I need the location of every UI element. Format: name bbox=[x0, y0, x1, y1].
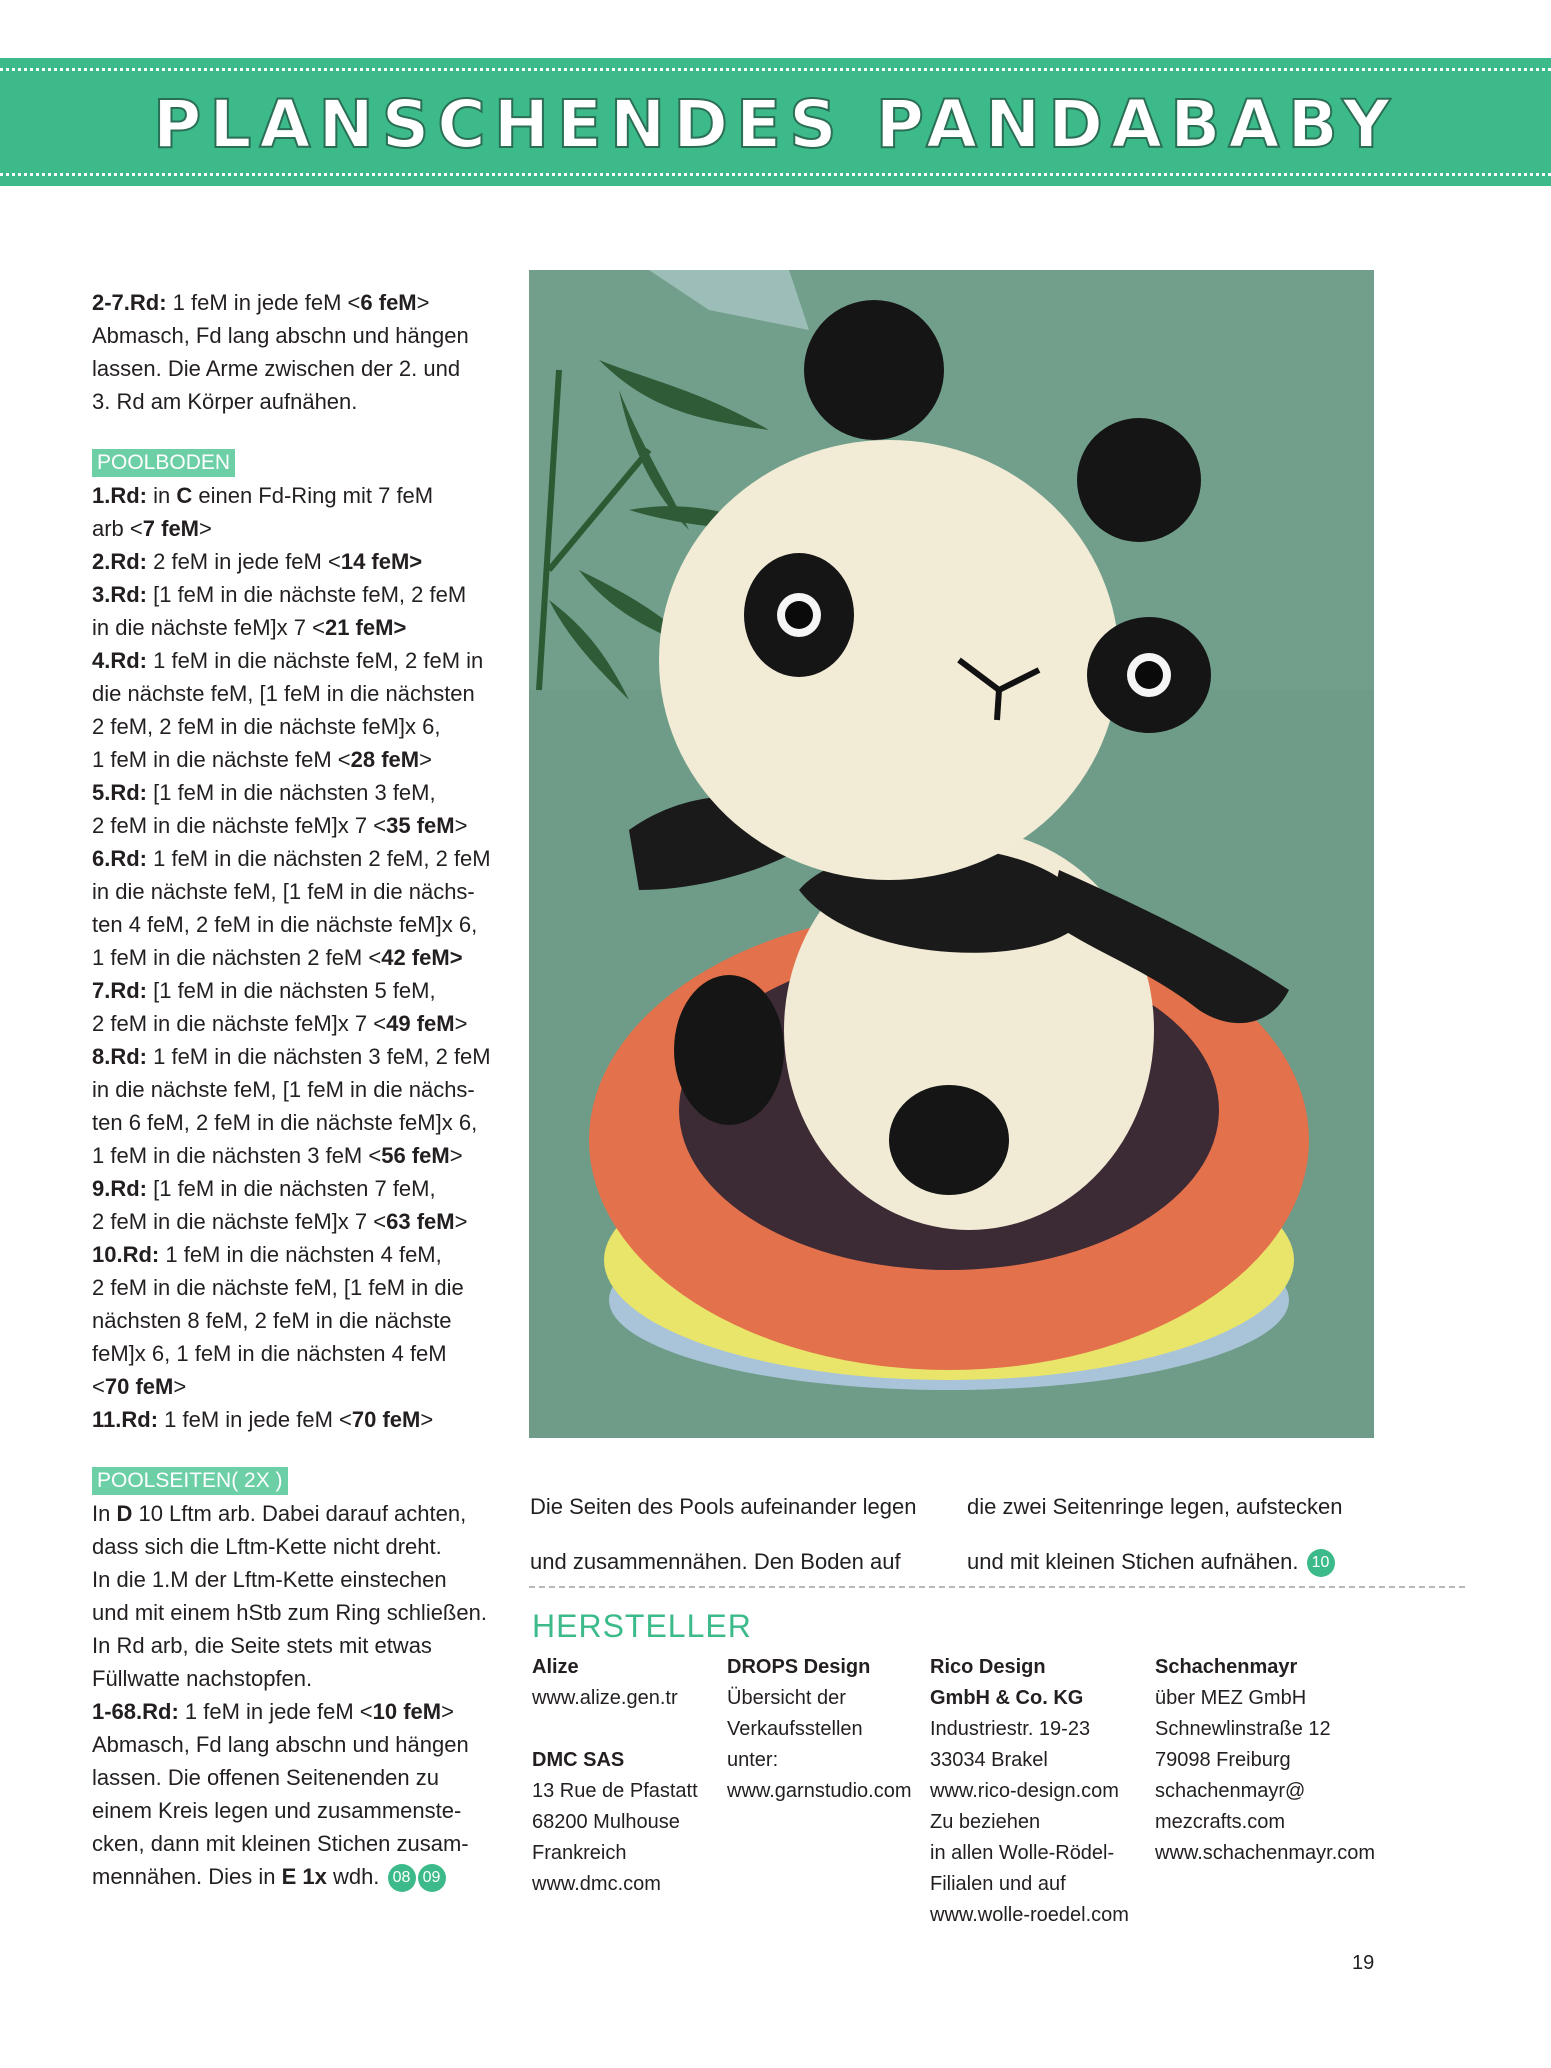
maker-line: 79098 Freiburg bbox=[1155, 1749, 1291, 1771]
bold-text: 28 feM bbox=[350, 747, 420, 772]
text-line bbox=[92, 1304, 512, 1337]
text-segment: [1 feM in die nächsten 7 feM, bbox=[147, 1176, 436, 1201]
bold-text: 5.Rd: bbox=[92, 780, 147, 805]
banner-dotted-line-top bbox=[0, 68, 1551, 71]
maker-line: 33034 Brakel bbox=[930, 1749, 1048, 1771]
text-segment: feM]x 6, 1 feM in die nächsten 4 feM bbox=[92, 1341, 447, 1366]
bold-text: 2-7.Rd: bbox=[92, 290, 167, 315]
page-number: 19 bbox=[1352, 1952, 1375, 1974]
text-line bbox=[92, 1040, 512, 1073]
bold-text: 70 feM bbox=[104, 1374, 174, 1399]
text-segment: wdh. bbox=[326, 1864, 386, 1889]
text-line bbox=[92, 545, 512, 578]
text-line bbox=[92, 1007, 512, 1040]
maker-line: mezcrafts.com bbox=[1155, 1811, 1286, 1833]
text-segment: < bbox=[92, 1374, 105, 1399]
text-segment: 1 feM in die nächsten 2 feM < bbox=[92, 945, 382, 970]
text-segment: In Rd arb, die Seite stets mit etwas bbox=[92, 1633, 432, 1658]
bold-text: 35 feM bbox=[386, 813, 455, 838]
maker-column-3 bbox=[930, 1652, 1129, 1931]
maker-name-line-2: GmbH & Co. KG bbox=[930, 1687, 1084, 1709]
text-segment: und mit einem hStb zum Ring schließen. bbox=[92, 1600, 487, 1625]
text-segment: mennähen. Dies in bbox=[92, 1864, 282, 1889]
text-line bbox=[92, 974, 512, 1007]
bold-text: 4.Rd: bbox=[92, 648, 147, 673]
text-segment: 1 feM in die nächsten 4 feM, bbox=[159, 1242, 442, 1267]
hersteller-heading: HERSTELLER bbox=[532, 1608, 752, 1644]
maker-line: www.schachenmayr.com bbox=[1155, 1842, 1376, 1864]
crochet-panda-illustration bbox=[529, 270, 1374, 1438]
bold-text: 14 feM> bbox=[340, 549, 423, 574]
section-divider bbox=[529, 1586, 1465, 1588]
maker-dmc bbox=[532, 1745, 698, 1900]
bold-text: 8.Rd: bbox=[92, 1044, 147, 1069]
bold-text: 2.Rd: bbox=[92, 549, 147, 574]
text-segment: in bbox=[147, 483, 177, 508]
banner-dotted-line-bottom bbox=[0, 173, 1551, 176]
text-line bbox=[92, 1497, 512, 1530]
text-segment: [1 feM in die nächsten 5 feM, bbox=[147, 978, 436, 1003]
text-line bbox=[92, 677, 512, 710]
text-line bbox=[92, 1827, 512, 1860]
bold-text: 70 feM bbox=[351, 1407, 421, 1432]
maker-line: www.wolle-roedel.com bbox=[930, 1904, 1129, 1926]
maker-line: schachenmayr@ bbox=[1155, 1780, 1306, 1802]
text-segment: In die 1.M der Lftm-Kette einstechen bbox=[92, 1567, 447, 1592]
maker-line: www.rico-design.com bbox=[930, 1780, 1119, 1802]
maker-line: Frankreich bbox=[532, 1842, 627, 1864]
maker-line: 13 Rue de Pfastatt bbox=[532, 1780, 698, 1802]
photo-caption-left bbox=[530, 1468, 950, 1600]
text-segment: In bbox=[92, 1501, 117, 1526]
text-segment: lassen. Die Arme zwischen der 2. und bbox=[92, 356, 461, 381]
text-line bbox=[92, 1370, 512, 1403]
text-line bbox=[92, 512, 512, 545]
text-line bbox=[530, 1545, 950, 1578]
maker-line: Schnewlinstraße 12 bbox=[1155, 1718, 1331, 1740]
text-segment: arb < bbox=[92, 516, 143, 541]
text-line bbox=[92, 1761, 512, 1794]
text-line bbox=[92, 941, 512, 974]
maker-name: Rico Design bbox=[930, 1656, 1046, 1678]
bold-text: 63 feM bbox=[386, 1209, 455, 1234]
text-line bbox=[92, 319, 512, 352]
maker-column-4 bbox=[1155, 1652, 1375, 1869]
text-segment: ten 6 feM, 2 feM in die nächste feM]x 6, bbox=[92, 1110, 478, 1135]
bold-text: 42 feM> bbox=[381, 945, 463, 970]
text-segment: > bbox=[419, 747, 432, 772]
poolboden-text bbox=[92, 479, 512, 1436]
text-segment: dass sich die Lftm-Kette nicht dreht. bbox=[92, 1534, 442, 1559]
text-segment: in die nächste feM]x 7 < bbox=[92, 615, 325, 640]
text-line bbox=[967, 1545, 1387, 1578]
text-line bbox=[92, 352, 512, 385]
bold-text: 56 feM bbox=[381, 1143, 450, 1168]
text-segment: 2 feM, 2 feM in die nächste feM]x 6, bbox=[92, 714, 441, 739]
text-line bbox=[92, 1172, 512, 1205]
text-segment: 1 feM in die nächsten 3 feM, 2 feM bbox=[147, 1044, 491, 1069]
maker-name: DMC SAS bbox=[532, 1749, 625, 1771]
bold-text: C bbox=[176, 483, 193, 508]
bold-text: 6 feM bbox=[360, 290, 417, 315]
text-line bbox=[92, 479, 512, 512]
maker-line: Übersicht der bbox=[727, 1687, 846, 1709]
bold-text: 3.Rd: bbox=[92, 582, 147, 607]
maker-line: Zu beziehen bbox=[930, 1811, 1041, 1833]
text-segment: [1 feM in die nächste feM, 2 feM bbox=[147, 582, 467, 607]
text-segment: 1 feM in die nächste feM, 2 feM in bbox=[147, 648, 484, 673]
text-segment: > bbox=[199, 516, 212, 541]
intro-text bbox=[92, 286, 512, 418]
text-line bbox=[92, 1238, 512, 1271]
page-title: PLANSCHENDES PANDABABY bbox=[152, 86, 1399, 163]
text-line bbox=[530, 1490, 950, 1523]
text-line bbox=[92, 1629, 512, 1662]
text-line bbox=[92, 710, 512, 743]
text-line bbox=[92, 611, 512, 644]
maker-line: www.alize.gen.tr bbox=[532, 1687, 678, 1709]
text-line bbox=[92, 1728, 512, 1761]
maker-column-1 bbox=[532, 1652, 698, 1900]
bold-text: 7 feM bbox=[142, 516, 200, 541]
photo-caption-right bbox=[967, 1468, 1387, 1600]
maker-name: Alize bbox=[532, 1656, 579, 1678]
text-line bbox=[92, 286, 512, 319]
text-line bbox=[92, 809, 512, 842]
text-line bbox=[92, 1403, 512, 1436]
maker-column-2 bbox=[727, 1652, 912, 1807]
text-segment: Abmasch, Fd lang abschn und hängen bbox=[92, 1732, 469, 1757]
text-segment: einem Kreis legen und zusammenste- bbox=[92, 1798, 462, 1823]
text-line bbox=[92, 1106, 512, 1139]
text-segment: 2 feM in die nächste feM]x 7 < bbox=[92, 813, 387, 838]
text-line bbox=[92, 385, 512, 418]
text-line bbox=[92, 1337, 512, 1370]
text-line bbox=[92, 743, 512, 776]
bold-text: E 1x bbox=[281, 1864, 327, 1889]
bold-text: 9.Rd: bbox=[92, 1176, 147, 1201]
maker-line: www.dmc.com bbox=[532, 1873, 661, 1895]
text-segment: und zusammennähen. Den Boden auf bbox=[530, 1549, 901, 1574]
step-badge: 08 bbox=[388, 1864, 416, 1892]
text-line bbox=[92, 1530, 512, 1563]
text-segment: > bbox=[420, 1407, 434, 1432]
text-segment: lassen. Die offenen Seitenenden zu bbox=[92, 1765, 439, 1790]
text-line bbox=[92, 1205, 512, 1238]
text-segment: 1 feM in jede feM < bbox=[158, 1407, 352, 1432]
poolseiten-text bbox=[92, 1497, 512, 1893]
text-segment: 2 feM in die nächste feM]x 7 < bbox=[92, 1209, 387, 1234]
text-segment: 10 Lftm arb. Dabei darauf achten, bbox=[132, 1501, 467, 1526]
text-segment: Die Seiten des Pools aufeinander legen bbox=[530, 1494, 917, 1519]
bold-text: 10.Rd: bbox=[92, 1242, 160, 1267]
panda-photo bbox=[529, 270, 1374, 1438]
maker-line: in allen Wolle-Rödel- bbox=[930, 1842, 1115, 1864]
text-segment: in die nächste feM, [1 feM in die nächs- bbox=[92, 1077, 475, 1102]
bold-text: 49 feM bbox=[386, 1011, 455, 1036]
text-segment: 2 feM in jede feM < bbox=[147, 549, 341, 574]
text-segment: 1 feM in die nächsten 3 feM < bbox=[92, 1143, 382, 1168]
text-line bbox=[92, 578, 512, 611]
title-banner bbox=[0, 58, 1551, 186]
text-segment: cken, dann mit kleinen Stichen zusam- bbox=[92, 1831, 469, 1856]
text-line bbox=[92, 1860, 512, 1893]
text-line bbox=[92, 1073, 512, 1106]
text-line bbox=[92, 1139, 512, 1172]
text-segment: die zwei Seitenringe legen, aufstecken bbox=[967, 1494, 1343, 1519]
text-segment: in die nächste feM, [1 feM in die nächs- bbox=[92, 879, 475, 904]
maker-line: über MEZ GmbH bbox=[1155, 1687, 1307, 1709]
poolboden-heading: POOLBODEN bbox=[92, 449, 235, 477]
instructions-column bbox=[92, 286, 512, 1893]
bold-text: 21 feM> bbox=[324, 615, 407, 640]
bold-text: 7.Rd: bbox=[92, 978, 147, 1003]
text-segment: > bbox=[454, 1011, 468, 1036]
maker-line: 68200 Mulhouse bbox=[532, 1811, 680, 1833]
step-badge: 09 bbox=[418, 1864, 446, 1892]
bold-text: D bbox=[116, 1501, 133, 1526]
maker-name: DROPS Design bbox=[727, 1656, 871, 1678]
text-segment: und mit kleinen Stichen aufnähen. bbox=[967, 1549, 1305, 1574]
text-line bbox=[92, 1563, 512, 1596]
poolseiten-heading: POOLSEITEN( 2X ) bbox=[92, 1467, 288, 1495]
step-badge: 10 bbox=[1307, 1549, 1335, 1577]
maker-name: Schachenmayr bbox=[1155, 1656, 1298, 1678]
maker-line: Filialen und auf bbox=[930, 1873, 1066, 1895]
text-segment: ten 4 feM, 2 feM in die nächste feM]x 6, bbox=[92, 912, 478, 937]
text-segment: > bbox=[449, 1143, 463, 1168]
text-line bbox=[92, 1596, 512, 1629]
text-segment: > bbox=[454, 813, 468, 838]
maker-line: www.garnstudio.com bbox=[727, 1780, 912, 1802]
text-line bbox=[92, 1662, 512, 1695]
bold-text: 10 feM bbox=[372, 1699, 442, 1724]
text-segment: nächsten 8 feM, 2 feM in die nächste bbox=[92, 1308, 452, 1333]
text-segment: > bbox=[173, 1374, 187, 1399]
text-line bbox=[92, 1794, 512, 1827]
text-segment: > bbox=[454, 1209, 468, 1234]
text-segment: 1 feM in die nächste feM < bbox=[92, 747, 351, 772]
text-segment: > bbox=[416, 290, 430, 315]
text-segment: 1 feM in die nächsten 2 feM, 2 feM bbox=[147, 846, 491, 871]
text-line bbox=[967, 1490, 1387, 1523]
text-segment: [1 feM in die nächsten 3 feM, bbox=[147, 780, 436, 805]
maker-line: unter: bbox=[727, 1749, 779, 1771]
bold-text: 1.Rd: bbox=[92, 483, 147, 508]
text-line bbox=[92, 875, 512, 908]
text-segment: 1 feM in jede feM < bbox=[166, 290, 361, 315]
text-line bbox=[92, 644, 512, 677]
text-line bbox=[92, 1695, 512, 1728]
text-segment: 2 feM in die nächste feM]x 7 < bbox=[92, 1011, 387, 1036]
bold-text: 1-68.Rd: bbox=[92, 1699, 179, 1724]
text-segment: 3. Rd am Körper aufnähen. bbox=[92, 389, 358, 414]
text-line bbox=[92, 908, 512, 941]
text-segment: die nächste feM, [1 feM in die nächsten bbox=[92, 681, 475, 706]
maker-line: Verkaufsstellen bbox=[727, 1718, 863, 1740]
bold-text: 6.Rd: bbox=[92, 846, 147, 871]
text-line bbox=[92, 776, 512, 809]
text-segment: Abmasch, Fd lang abschn und hängen bbox=[92, 323, 469, 348]
text-segment: einen Fd-Ring mit 7 feM bbox=[192, 483, 434, 508]
text-segment: 2 feM in die nächste feM, [1 feM in die bbox=[92, 1275, 464, 1300]
text-segment: > bbox=[441, 1699, 454, 1724]
maker-line: Industriestr. 19-23 bbox=[930, 1718, 1091, 1740]
text-segment: 1 feM in jede feM < bbox=[178, 1699, 373, 1724]
maker-alize bbox=[532, 1652, 698, 1714]
text-segment: Füllwatte nachstopfen. bbox=[92, 1666, 313, 1691]
text-line bbox=[92, 842, 512, 875]
text-line bbox=[92, 1271, 512, 1304]
bold-text: 11.Rd: bbox=[92, 1407, 159, 1432]
